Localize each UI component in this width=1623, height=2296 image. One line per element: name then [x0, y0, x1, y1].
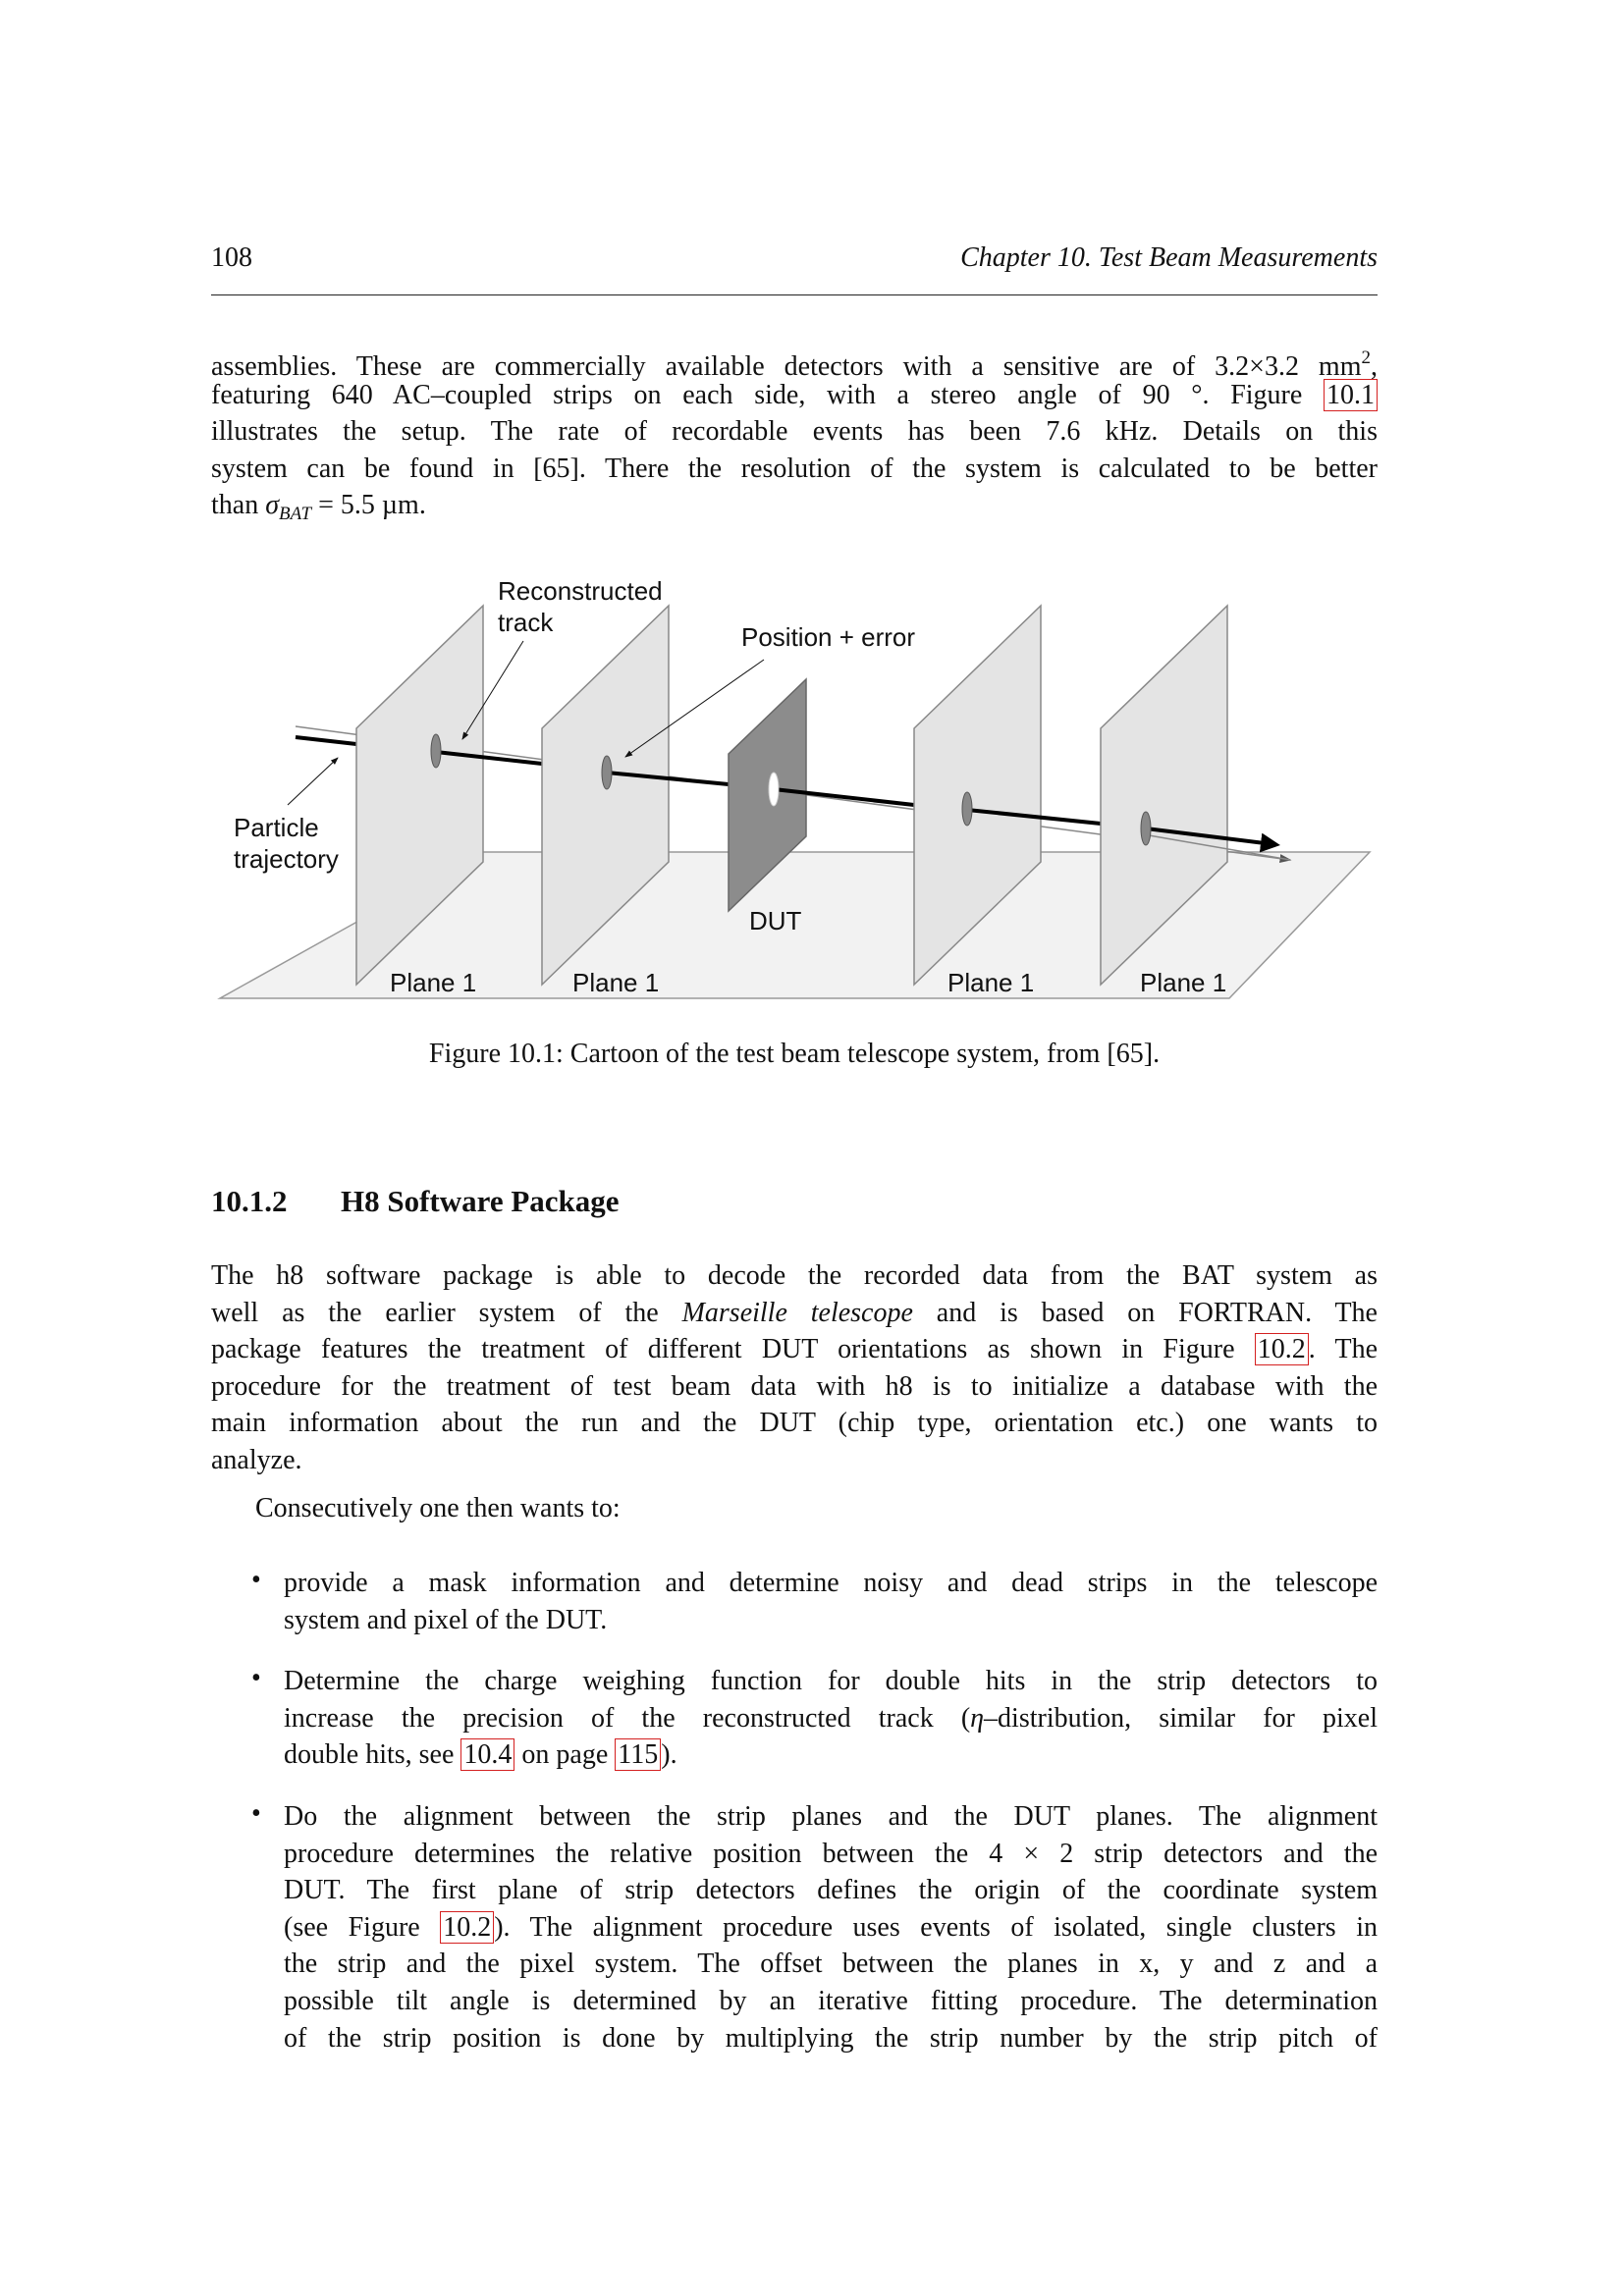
label-reconstructed: Reconstructed: [498, 576, 663, 606]
text-line: [284, 1836, 1378, 1873]
text-run: increase the precision of the reconstructed track (: [284, 1702, 971, 1734]
text-run: double hits, see: [284, 1739, 461, 1771]
text-run: . The: [1308, 1334, 1379, 1365]
paragraph-2: [211, 1257, 1378, 1479]
figure-caption: Figure 10.1: Cartoon of the test beam telescope system, from [65].: [428, 1039, 1161, 1069]
label-trajectory: trajectory: [234, 844, 339, 874]
text-run: on page: [514, 1739, 616, 1771]
cross-reference-link[interactable]: 10.4: [460, 1738, 514, 1771]
label-plane-d: Plane 1: [1140, 968, 1227, 997]
text-run: illustrates the setup. The rate of recordable events has been 7.6 kHz. Details on this: [211, 416, 1378, 448]
text-line: [284, 1736, 1378, 1774]
text-sub: BAT: [279, 504, 312, 525]
text-run: package features the treatment of different DUT orientations as shown in Figure: [211, 1334, 1255, 1365]
text-run: main information about the run and the DUT (chip type, orientation etc.) one wants to: [211, 1408, 1378, 1439]
text-run: analyze.: [211, 1444, 302, 1475]
hit-marker-4: [1141, 812, 1151, 845]
text-line: [284, 1663, 1378, 1700]
text-line: [284, 1602, 1378, 1639]
text-run: possible tilt angle is determined by an iterative fitting procedure. The determination: [284, 1985, 1378, 2016]
text-line: [284, 1700, 1378, 1737]
label-plane-b: Plane 1: [572, 968, 660, 997]
hit-marker-1: [431, 734, 441, 768]
text-line: [211, 1257, 1378, 1295]
hit-marker-2: [602, 756, 612, 789]
text-run: The h8 software package is able to decode the recorded data from the BAT system as: [211, 1260, 1378, 1291]
text-run: Determine the charge weighing function for double hits in the strip detectors to: [284, 1666, 1378, 1696]
text-run: procedure for the treatment of test beam data with h8 is to initialize a database with the: [211, 1370, 1378, 1402]
section-number: 10.1.2: [211, 1184, 288, 1218]
text-run: system and pixel of the DUT.: [284, 1604, 608, 1635]
label-plane-a: Plane 1: [390, 968, 477, 997]
label-track: track: [498, 608, 554, 637]
particle-trajectory-pointer: [288, 758, 338, 805]
text-run: assemblies. These are commercially available detectors with a sensitive are of 3.2×3.2 mm: [211, 351, 1362, 382]
text-run: Consecutively one then wants to:: [255, 1493, 621, 1523]
text-run: Do the alignment between the strip planes and the DUT planes. The alignment: [284, 1801, 1378, 1832]
cross-reference-link[interactable]: 115: [615, 1738, 661, 1771]
bullet-item-1: [284, 1565, 1378, 1638]
label-plane-c: Plane 1: [947, 968, 1035, 997]
text-run: the strip and the pixel system. The offset between the planes in x, y and z and a: [284, 1949, 1378, 1980]
cross-reference-link[interactable]: 10.2: [440, 1911, 494, 1944]
text-run: –distribution, similar for pixel: [984, 1702, 1378, 1734]
text-line: [284, 1872, 1378, 1909]
text-line: [284, 1983, 1378, 2020]
page-number: 108: [211, 242, 252, 273]
hit-marker-3: [962, 792, 972, 826]
text-line: [255, 1490, 1378, 1527]
bullet-item-3: [284, 1798, 1378, 2056]
bullet-marker: •: [251, 1565, 261, 1595]
text-sup: 2: [1361, 347, 1371, 368]
section-heading: [211, 1184, 620, 1219]
section-title: H8 Software Package: [341, 1184, 620, 1218]
dut-hit-marker: [769, 773, 779, 806]
text-line: [284, 2020, 1378, 2057]
text-run: ).: [661, 1739, 677, 1771]
text-line: [211, 1295, 1378, 1332]
bullet-marker: •: [251, 1663, 261, 1693]
track-segments: [296, 737, 356, 744]
text-line: [211, 1368, 1378, 1406]
label-particle: Particle: [234, 813, 319, 842]
label-position-error: Position + error: [741, 622, 916, 652]
text-line: [284, 1909, 1378, 1947]
chapter-title: Chapter 10. Test Beam Measurements: [960, 242, 1378, 273]
text-run: and is based on FORTRAN. The: [912, 1297, 1378, 1328]
text-line: [211, 1331, 1378, 1368]
cross-reference-link[interactable]: 10.1: [1324, 379, 1378, 411]
cross-reference-link[interactable]: 10.2: [1255, 1333, 1309, 1365]
text-run: of the strip position is done by multiplying the strip number by the strip pitch of: [284, 2022, 1378, 2054]
text-run: well as the earlier system of the: [211, 1297, 682, 1328]
text-line: [211, 1405, 1378, 1442]
text-run: system can be found in [65]. There the resolution of the system is calculated to be better: [211, 453, 1378, 484]
text-it: σ: [265, 490, 280, 521]
paragraph-3: [255, 1490, 1378, 1527]
text-run: (see Figure: [284, 1911, 441, 1943]
text-run: DUT. The first plane of strip detectors defines the origin of the coordinate system: [284, 1875, 1378, 1906]
text-run: than: [211, 490, 266, 521]
text-run: procedure determines the relative position between the 4 × 2 strip detectors and the: [284, 1838, 1378, 1869]
bullet-marker: •: [251, 1798, 261, 1829]
text-run: featuring 640 AC–coupled strips on each side, with a stereo angle of 90 °. Figure: [211, 379, 1324, 410]
text-run: provide a mask information and determine noisy and dead strips in the telescope: [284, 1568, 1378, 1598]
text-line: [211, 1442, 1378, 1479]
text-run: ). The alignment procedure uses events of isolated, single clusters in: [494, 1911, 1378, 1943]
text-line: [284, 1946, 1378, 1983]
bullet-item-2: [284, 1663, 1378, 1774]
label-dut: DUT: [749, 906, 802, 935]
text-line: [284, 1798, 1378, 1836]
text-it: Marseille telescope: [681, 1297, 913, 1328]
text-run: = 5.5 µm.: [311, 490, 426, 521]
text-it: η: [970, 1702, 985, 1734]
text-line: [284, 1565, 1378, 1602]
text-run: ,: [1371, 351, 1378, 382]
figure-telescope-cartoon: [0, 0, 1623, 1080]
